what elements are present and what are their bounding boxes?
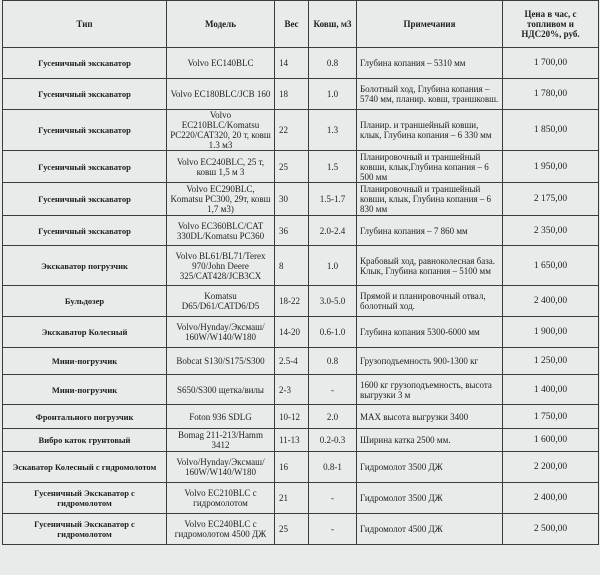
- cell-price: 2 400,00: [503, 286, 599, 317]
- table-row: [3, 375, 599, 405]
- header-price: Цена в час, с топливом и НДС20%, руб.: [503, 1, 599, 48]
- cell-price: 2 200,00: [503, 452, 599, 483]
- cell-weight: 25: [275, 514, 309, 545]
- cell-notes: Прямой и планировочный отвал, болотный ход.: [357, 286, 503, 317]
- cell-notes: 1600 кг грузоподъемность, высота выгрузки 3 м: [357, 375, 503, 405]
- cell-price: 1 250,00: [503, 348, 599, 375]
- cell-weight: 16: [275, 452, 309, 483]
- cell-bucket: 3.0-5.0: [309, 286, 357, 317]
- cell-bucket: 0.8-1: [309, 452, 357, 483]
- cell-type: Гусеничный Экскаватор с гидромолотом: [3, 483, 167, 514]
- cell-notes: Планировочный и траншейный ковши, клык, Глубина копания – 6 830 мм: [357, 183, 503, 216]
- cell-type: Гусеничный Экскаватор с гидромолотом: [3, 514, 167, 545]
- cell-weight: 36: [275, 216, 309, 246]
- cell-price: 1 900,00: [503, 317, 599, 348]
- cell-type: Гусеничный экскаватор: [3, 151, 167, 183]
- table-row: [3, 110, 599, 151]
- cell-weight: 21: [275, 483, 309, 514]
- cell-price: 2 500,00: [503, 514, 599, 545]
- cell-type: Гусеничный экскаватор: [3, 79, 167, 110]
- cell-model: Volvo EC140BLC: [167, 48, 275, 79]
- table-row: [3, 286, 599, 317]
- cell-bucket: 1.3: [309, 110, 357, 151]
- cell-price: 1 750,00: [503, 405, 599, 429]
- cell-type: Эскаватор Колесный с гидромолотом: [3, 452, 167, 483]
- cell-bucket: -: [309, 375, 357, 405]
- cell-bucket: -: [309, 483, 357, 514]
- cell-price: 1 600,00: [503, 429, 599, 452]
- cell-model: Bobcat S130/S175/S300: [167, 348, 275, 375]
- cell-type: Гусеничный экскаватор: [3, 48, 167, 79]
- cell-type: Гусеничный экскаватор: [3, 183, 167, 216]
- cell-bucket: 0.8: [309, 348, 357, 375]
- cell-model: Foton 936 SDLG: [167, 405, 275, 429]
- cell-model: Volvo EC180BLC/JCB 160: [167, 79, 275, 110]
- cell-bucket: 1.5-1.7: [309, 183, 357, 216]
- cell-notes: Гидромолот 3500 ДЖ: [357, 452, 503, 483]
- table-row: [3, 183, 599, 216]
- cell-price: 2 400,00: [503, 483, 599, 514]
- header-notes: Примечания: [357, 1, 503, 48]
- cell-weight: 8: [275, 246, 309, 286]
- cell-price: 1 400,00: [503, 375, 599, 405]
- cell-type: Экскаватор Колесный: [3, 317, 167, 348]
- cell-model: Volvo EC210BLC/Komatsu PC220/CAT320, 20 т, ковш 1.3 м3: [167, 110, 275, 151]
- cell-bucket: 0.2-0.3: [309, 429, 357, 452]
- table-row: [3, 151, 599, 183]
- cell-type: Вибро каток грунтовый: [3, 429, 167, 452]
- table-row: [3, 216, 599, 246]
- cell-bucket: 1.0: [309, 246, 357, 286]
- cell-bucket: 2.0: [309, 405, 357, 429]
- cell-bucket: 0.6-1.0: [309, 317, 357, 348]
- cell-type: Фронтального погрузчик: [3, 405, 167, 429]
- cell-type: Мини-погрузчик: [3, 375, 167, 405]
- cell-weight: 18-22: [275, 286, 309, 317]
- cell-notes: Гидромолот 3500 ДЖ: [357, 483, 503, 514]
- cell-notes: Грузоподъемность 900-1300 кг: [357, 348, 503, 375]
- table-row: [3, 405, 599, 429]
- table-row: [3, 317, 599, 348]
- cell-bucket: 0.8: [309, 48, 357, 79]
- table-row: [3, 246, 599, 286]
- cell-notes: Болотный ход, Глубина копания – 5740 мм, планир. ковш, траншковш.: [357, 79, 503, 110]
- cell-bucket: 2.0-2.4: [309, 216, 357, 246]
- cell-bucket: 1.0: [309, 79, 357, 110]
- cell-weight: 14: [275, 48, 309, 79]
- cell-type: Экскаватор погрузчик: [3, 246, 167, 286]
- header-type: Тип: [3, 1, 167, 48]
- table-row: [3, 79, 599, 110]
- cell-notes: Глубина копания – 7 860 мм: [357, 216, 503, 246]
- cell-bucket: -: [309, 514, 357, 545]
- cell-weight: 18: [275, 79, 309, 110]
- cell-type: Гусеничный экскаватор: [3, 110, 167, 151]
- cell-notes: Глубина копания 5300-6000 мм: [357, 317, 503, 348]
- header-weight: Вес: [275, 1, 309, 48]
- cell-weight: 11-13: [275, 429, 309, 452]
- cell-model: S650/S300 щетка/вилы: [167, 375, 275, 405]
- cell-model: Volvo EC360BLC/CAT 330DL/Komatsu PC360: [167, 216, 275, 246]
- cell-weight: 10-12: [275, 405, 309, 429]
- cell-notes: Планировочный и траншейный ковши, клык,Глубина копания – 6 500 мм: [357, 151, 503, 183]
- table-row: [3, 514, 599, 545]
- cell-price: 2 350,00: [503, 216, 599, 246]
- header-model: Модель: [167, 1, 275, 48]
- cell-model: Volvo EC240BLC, 25 т, ковш 1,5 м 3: [167, 151, 275, 183]
- cell-notes: MAX высота выгрузки 3400: [357, 405, 503, 429]
- cell-model: Volvo/Hynday/Экcмаш/ 160W/W140/W180: [167, 452, 275, 483]
- cell-notes: Ширина катка 2500 мм.: [357, 429, 503, 452]
- table-row: [3, 348, 599, 375]
- cell-notes: Крабовый ход, равноколесная база. Клык, Глубина копания – 5100 мм: [357, 246, 503, 286]
- cell-model: Volvo/Hynday/Экcмаш/ 160W/W140/W180: [167, 317, 275, 348]
- cell-model: Volvo EC240BLC с гидромолотом 4500 ДЖ: [167, 514, 275, 545]
- cell-model: Volvo BL61/BL71/Terex 970/John Deere 325/CAT428/JCB3CX: [167, 246, 275, 286]
- cell-bucket: 1.5: [309, 151, 357, 183]
- cell-price: 1 780,00: [503, 79, 599, 110]
- cell-price: 1 700,00: [503, 48, 599, 79]
- cell-model: Bomag 211-213/Hamm 3412: [167, 429, 275, 452]
- cell-price: 1 850,00: [503, 110, 599, 151]
- cell-weight: 22: [275, 110, 309, 151]
- equipment-price-table: [2, 0, 599, 545]
- cell-price: 2 175,00: [503, 183, 599, 216]
- cell-notes: Глубина копания – 5310 мм: [357, 48, 503, 79]
- cell-model: Volvo EC210BLC с гидромолотом: [167, 483, 275, 514]
- cell-type: Гусеничный экскаватор: [3, 216, 167, 246]
- cell-notes: Гидромолот 4500 ДЖ: [357, 514, 503, 545]
- header-bucket: Ковш, м3: [309, 1, 357, 48]
- table-row: [3, 452, 599, 483]
- cell-weight: 2.5-4: [275, 348, 309, 375]
- cell-type: Мини-погрузчик: [3, 348, 167, 375]
- cell-weight: 2-3: [275, 375, 309, 405]
- header-row: [3, 1, 599, 48]
- cell-weight: 30: [275, 183, 309, 216]
- cell-model: Volvo EC290BLC, Komatsu PC300, 29т, ковш 1,7 м3): [167, 183, 275, 216]
- table-row: [3, 483, 599, 514]
- cell-price: 1 650,00: [503, 246, 599, 286]
- table-row: [3, 429, 599, 452]
- cell-weight: 14-20: [275, 317, 309, 348]
- table-row: [3, 48, 599, 79]
- cell-notes: Планир. и траншейный ковши, клык, Глубина копания – 6 330 мм: [357, 110, 503, 151]
- cell-weight: 25: [275, 151, 309, 183]
- cell-price: 1 950,00: [503, 151, 599, 183]
- cell-type: Бульдозер: [3, 286, 167, 317]
- cell-model: Komatsu D65/D61/CATD6/D5: [167, 286, 275, 317]
